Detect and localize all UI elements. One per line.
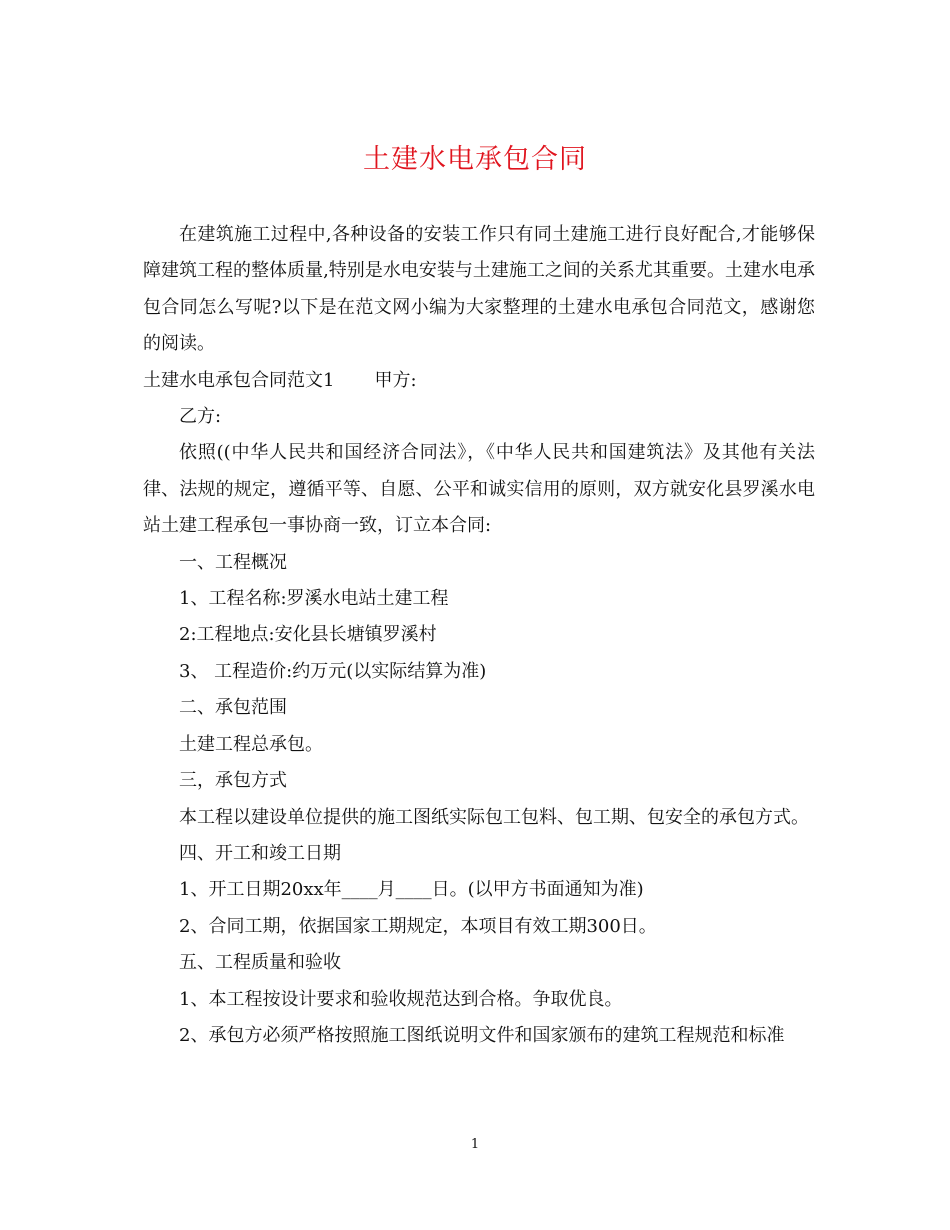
document-title: 土建水电承包合同 <box>363 144 587 175</box>
document-body <box>143 217 815 1054</box>
intro-paragraph: 在建筑施工过程中,各种设备的安装工作只有同土建施工进行良好配合,才能够保障建筑工程的整体质量,特别是水电安装与土建施工之间的关系尤其重要。土建水电承包合同怎么写呢?以下是在范文网小编为大家整理的土建水电承包合同范文，感谢您的阅读。 <box>143 224 815 355</box>
section-1-item-1: 1、工程名称:罗溪水电站土建工程 <box>179 588 449 610</box>
section-1-title: 一、工程概况 <box>179 551 287 573</box>
section-3-text: 本工程以建设单位提供的施工图纸实际包工包料、包工期、包安全的承包方式。 <box>179 806 809 828</box>
party-b-label: 乙方: <box>179 406 222 428</box>
basis-paragraph: 依照((中华人民共和国经济合同法》，《中华人民共和国建筑法》及其他有关法律、法规的规定，遵循平等、自愿、公平和诚实信用的原则，双方就安化县罗溪水电站土建工程承包一事协商一致，订立本合同: <box>143 442 815 537</box>
section-4-title: 四、开工和竣工日期 <box>179 842 341 864</box>
section-2-title: 二、承包范围 <box>179 697 287 719</box>
section-4-item-2: 2、合同工期，依据国家工期规定，本项目有效工期300日。 <box>179 915 657 937</box>
sample-heading-line <box>143 363 815 399</box>
section-5-item-1: 1、本工程按设计要求和验收规范达到合格。争取优良。 <box>179 988 623 1010</box>
section-1-item-2: 2:工程地点:安化县长塘镇罗溪村 <box>179 624 437 646</box>
section-2-text: 土建工程总承包。 <box>179 733 323 755</box>
section-3-title: 三，承包方式 <box>179 770 287 792</box>
party-a-label: 甲方: <box>374 369 417 391</box>
section-1-item-3: 3、 工程造价:约万元(以实际结算为准) <box>179 660 487 682</box>
page-number: 1 <box>470 1137 480 1152</box>
section-4-item-1: 1、开工日期20xx年____月____日。(以甲方书面通知为准) <box>179 879 644 901</box>
section-5-item-2: 2、承包方必须严格按照施工图纸说明文件和国家颁布的建筑工程规范和标准 <box>179 1024 785 1046</box>
section-5-title: 五、工程质量和验收 <box>179 952 341 974</box>
sample-heading: 土建水电承包合同范文1 <box>143 369 335 391</box>
